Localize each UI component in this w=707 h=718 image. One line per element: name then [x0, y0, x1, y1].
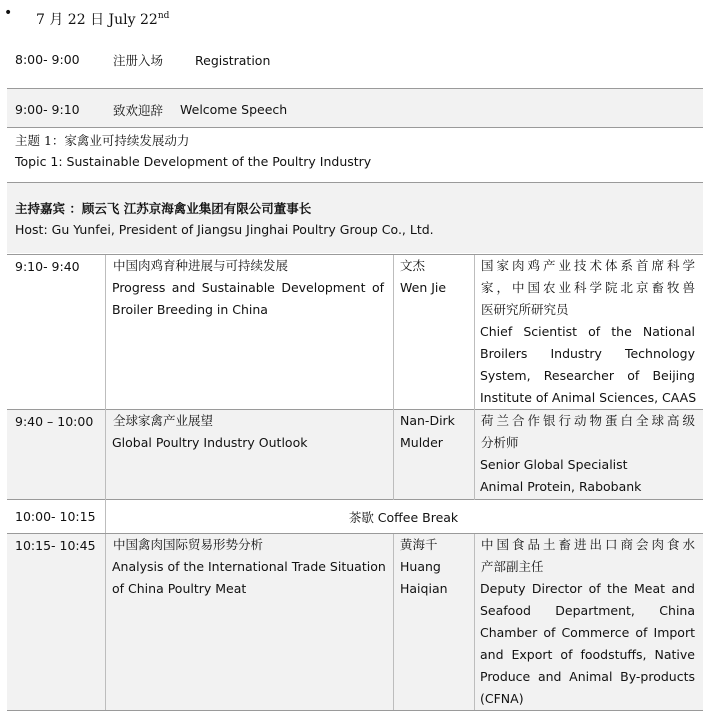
session-title-en: Analysis of the International Trade Situation [112, 559, 386, 574]
host-en: Host: Gu Yunfei, President of Jiangsu Jinghai Poultry Group Co., Ltd. [15, 222, 434, 237]
session-time: 9:10- 9:40 [15, 259, 80, 274]
affiliation-en: Chamber of Commerce of Import [480, 625, 695, 640]
session-title-cn: 中国禽肉国际贸易形势分析 [113, 537, 264, 552]
affiliation-en: System, Researcher of Beijing [480, 368, 695, 383]
column-divider [105, 534, 106, 710]
session-time: 10:15- 10:45 [15, 538, 96, 553]
affiliation-cn: 产部副主任 [481, 559, 544, 574]
speaker-name-en: Mulder [400, 435, 443, 450]
welcome-time: 9:00- 9:10 [15, 102, 80, 117]
speaker-name-en: Huang [400, 559, 441, 574]
affiliation-cn: 国家肉鸡产业技术体系首席科学 [481, 258, 695, 273]
coffee-time: 10:00- 10:15 [15, 509, 96, 524]
session-title-en: Broiler Breeding in China [112, 302, 268, 317]
registration-time: 8:00- 9:00 [15, 52, 80, 67]
topic-block [7, 128, 703, 180]
registration-en: Registration [195, 53, 271, 68]
speaker-name-en: Nan-Dirk [400, 413, 455, 428]
host-block [7, 183, 703, 253]
affiliation-en: Chief Scientist of the National [480, 324, 695, 339]
affiliation-cn: 中国食品土畜进出口商会肉食水 [481, 537, 695, 552]
affiliation-en: Produce and Animal By-products [480, 669, 695, 684]
session-row [7, 410, 703, 499]
speaker-name-cn: 黄海千 [400, 537, 438, 552]
divider [7, 710, 703, 711]
session-title-en: of China Poultry Meat [112, 581, 247, 596]
column-divider [393, 534, 394, 710]
welcome-cn: 致欢迎辞 [113, 103, 164, 118]
session-title-cn: 全球家禽产业展望 [113, 413, 214, 428]
bullet-icon: • [4, 5, 13, 21]
coffee-break-row [7, 500, 703, 533]
affiliation-en: and Export of foodstuffs, Native [480, 647, 695, 662]
affiliation-cn: 荷兰合作银行动物蛋白全球高级 [481, 413, 695, 428]
session-title-en: Global Poultry Industry Outlook [112, 435, 308, 450]
welcome-row [7, 89, 703, 127]
session-title-cn: 中国肉鸡育种进展与可持续发展 [113, 258, 289, 273]
speaker-name-en: Haiqian [400, 581, 448, 596]
session-time: 9:40 – 10:00 [15, 414, 94, 429]
column-divider [105, 500, 106, 533]
speaker-name-cn: 文杰 [400, 258, 426, 273]
affiliation-en: (CFNA) [480, 691, 524, 706]
affiliation-en: Seafood Department, China [480, 603, 695, 618]
affiliation-cn: 医研究所研究员 [481, 302, 569, 317]
day-heading [0, 2, 707, 30]
affiliation-en: Institute of Animal Sciences, CAAS [480, 390, 697, 405]
welcome-en: Welcome Speech [180, 102, 288, 117]
column-divider [393, 255, 394, 500]
registration-cn: 注册入场 [113, 53, 164, 68]
affiliation-cn: 分析师 [481, 435, 519, 450]
affiliation-en: Senior Global Specialist [480, 457, 628, 472]
topic-en: Topic 1: Sustainable Development of the Poultry Industry [15, 154, 372, 169]
session-row [7, 255, 703, 409]
day-label: 7 月 22 日 July 22nd [36, 11, 170, 28]
coffee-label: 茶歇 Coffee Break [348, 510, 459, 525]
topic-cn: 主题 1：家禽业可持续发展动力 [15, 133, 190, 148]
affiliation-en: Deputy Director of the Meat and [480, 581, 695, 596]
session-title-en: Progress and Sustainable Development of [112, 280, 384, 295]
column-divider [474, 534, 475, 710]
column-divider [474, 255, 475, 500]
column-divider [105, 255, 106, 500]
speaker-name-en: Wen Jie [400, 280, 447, 295]
affiliation-en: Broilers Industry Technology [480, 346, 695, 361]
registration-row [7, 46, 703, 76]
session-row [7, 534, 703, 710]
affiliation-cn: 家，中国农业科学院北京畜牧兽 [481, 280, 695, 295]
host-cn: 主持嘉宾 ：顾云飞 江苏京海禽业集团有限公司董事长 [15, 201, 312, 216]
affiliation-en: Animal Protein, Rabobank [480, 479, 642, 494]
